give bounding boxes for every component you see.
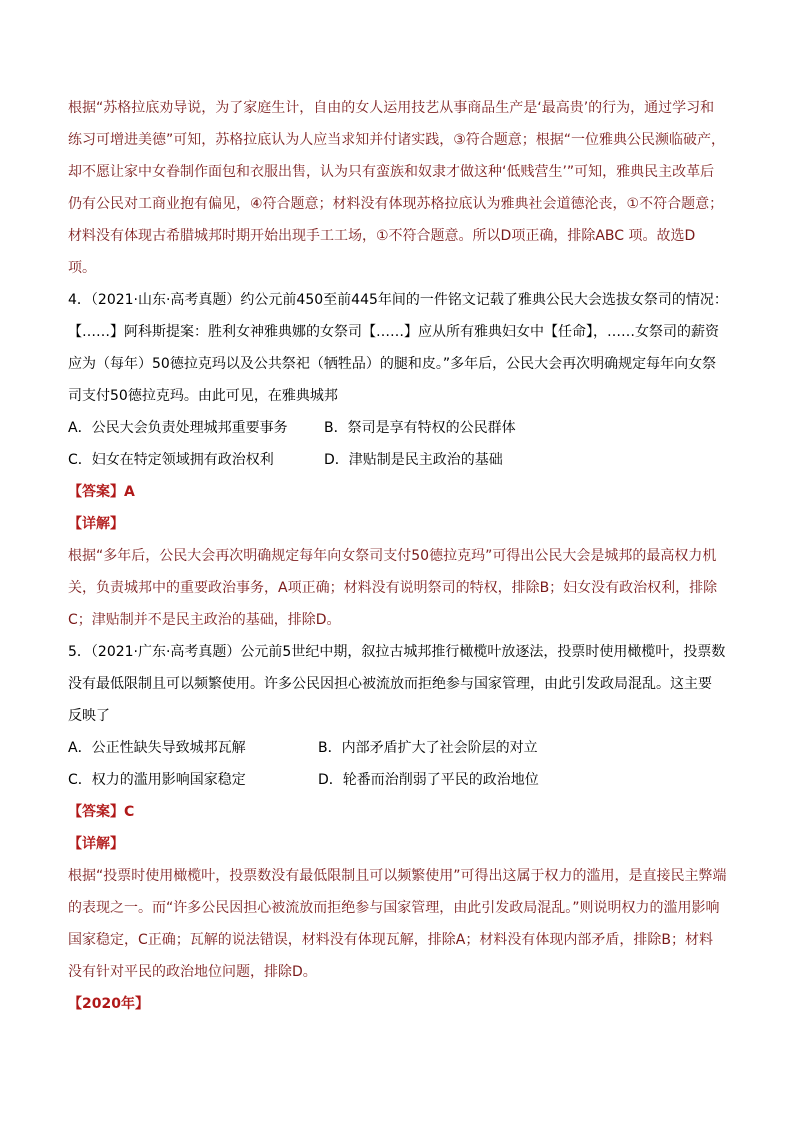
question-text-line: 5．（2021·广东·高考真题）公元前5世纪中期，叙拉古城邦推行橄榄叶放逐法，投票时使用橄榄叶，投票数 xyxy=(68,644,726,660)
option-d: D．轮番而治削弱了平民的政治地位 xyxy=(318,772,539,788)
explanation-line: 根据“投票时使用橄榄叶，投票数没有最低限制且可以频繁使用”可得出这属于权力的滥用，是直接民主弊端 xyxy=(68,868,727,884)
document-content xyxy=(68,92,728,1020)
text-line: 练习可增进美德”可知，苏格拉底认为人应当求知并付诸实践，③符合题意；根据“一位雅典公民濒临破产， xyxy=(68,132,726,148)
option-a: A．公民大会负责处理城邦重要事务 xyxy=(68,420,288,436)
text-line: 却不愿让家中女眷制作面包和衣服出售，认为只有蛮族和奴隶才做这种‘低贱营生’”可知，雅典民主改革后 xyxy=(68,164,715,180)
text-line: 材料没有体现古希腊城邦时期开始出现手工工场，①不符合题意。所以D项正确，排除ABC 项。故选D xyxy=(68,228,696,244)
options-row xyxy=(68,764,728,796)
text-line: 项。 xyxy=(68,260,96,276)
option-b: B．祭司是享有特权的公民群体 xyxy=(324,420,516,436)
question-text-line: 司支付50德拉克玛。由此可见，在雅典城邦 xyxy=(68,388,338,404)
question-5 xyxy=(68,636,728,988)
options-row xyxy=(68,732,728,764)
question-text-line: 应为（每年）50德拉克玛以及公共祭祀（牺牲品）的腿和皮。”多年后，公民大会再次明确规定每年向女祭 xyxy=(68,356,717,372)
detail-label: 【详解】 xyxy=(68,836,124,852)
explanation-line: 国家稳定，C正确；瓦解的说法错误，材料没有体现瓦解，排除A；材料没有体现内部矛盾，排除B；材料 xyxy=(68,932,713,948)
text-line: 根据“苏格拉底劝导说，为了家庭生计，自由的女人运用技艺从事商品生产是‘最高贵’的行为，通过学习和 xyxy=(68,100,715,116)
option-a: A．公正性缺失导致城邦瓦解 xyxy=(68,740,246,756)
section-year-heading: 【2020年】 xyxy=(68,996,149,1012)
detail-label: 【详解】 xyxy=(68,516,124,532)
option-b: B．内部矛盾扩大了社会阶层的对立 xyxy=(318,740,538,756)
text-line: 仍有公民对工商业抱有偏见，④符合题意；材料没有体现苏格拉底认为雅典社会道德沦丧，①不符合题意； xyxy=(68,196,724,212)
answer-label: 【答案】C xyxy=(68,804,135,820)
question-4 xyxy=(68,284,728,636)
explanation-line: 关，负责城邦中的重要政治事务，A项正确；材料没有说明祭司的特权，排除B；妇女没有政治权利，排除 xyxy=(68,580,718,596)
question-text-line: 4．（2021·山东·高考真题）约公元前450至前445年间的一件铭文记载了雅典公民大会选拔女祭司的情况： xyxy=(68,292,728,308)
options-row xyxy=(68,444,728,476)
question-text-line: 没有最低限制且可以频繁使用。许多公民因担心被流放而拒绝参与国家管理，由此引发政局混乱。这主要 xyxy=(68,676,712,692)
option-c: C．权力的滥用影响国家稳定 xyxy=(68,772,246,788)
option-c: C．妇女在特定领域拥有政治权利 xyxy=(68,452,274,468)
option-d: D．津贴制是民主政治的基础 xyxy=(324,452,503,468)
intro-explanation xyxy=(68,92,728,284)
explanation-line: C；津贴制并不是民主政治的基础，排除D。 xyxy=(68,612,341,628)
answer-label: 【答案】A xyxy=(68,484,135,500)
explanation-line: 没有针对平民的政治地位问题，排除D。 xyxy=(68,964,317,980)
explanation-line: 的表现之一。而“许多公民因担心被流放而拒绝参与国家管理，由此引发政局混乱。”则说明权力的滥用影响 xyxy=(68,900,720,916)
question-text-line: 【……】阿科斯提案：胜利女神雅典娜的女祭司【……】应从所有雅典妇女中【任命】，……女祭司的薪资 xyxy=(68,324,719,340)
question-text-line: 反映了 xyxy=(68,708,110,724)
options-row xyxy=(68,412,728,444)
explanation-line: 根据“多年后，公民大会再次明确规定每年向女祭司支付50德拉克玛”可得出公民大会是城邦的最高权力机 xyxy=(68,548,717,564)
